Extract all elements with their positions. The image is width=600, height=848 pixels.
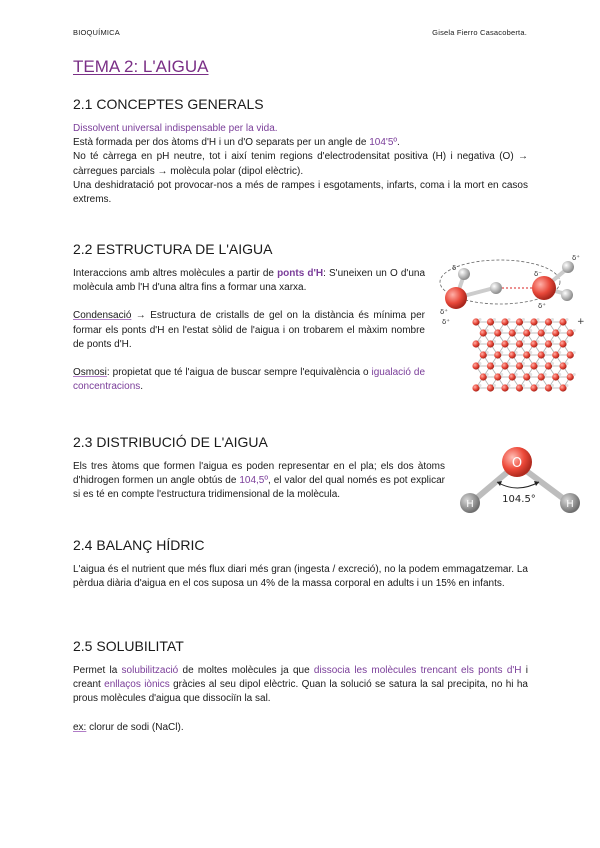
paragraph <box>73 721 528 735</box>
text: Permet la <box>73 665 122 676</box>
lattice-hydrogen <box>537 384 540 387</box>
lattice-hydrogen <box>522 318 525 321</box>
section-heading: 2.5 SOLUBILITAT <box>73 638 184 654</box>
lattice-hydrogen <box>479 384 482 387</box>
lattice-hydrogen <box>529 373 532 376</box>
lattice-hydrogen <box>566 318 569 321</box>
charge-label: δ⁺ <box>572 254 580 262</box>
lattice-hydrogen <box>479 362 482 365</box>
lattice-hydrogen <box>544 351 547 354</box>
lattice-hydrogen <box>500 373 503 376</box>
text: de moltes molècules ja que <box>178 665 314 676</box>
lattice-hydrogen <box>500 329 503 332</box>
lattice-hydrogen <box>515 351 518 354</box>
lattice-hydrogen <box>508 318 511 321</box>
text: i creant <box>73 665 529 691</box>
lattice-hydrogen <box>558 351 561 354</box>
hydrogen-atom <box>561 289 573 301</box>
highlight-text: enllaços iònics <box>104 679 170 691</box>
header-author: Gisela Fierro Casacoberta. <box>432 28 527 37</box>
lattice-hydrogen <box>529 351 532 354</box>
lattice-hydrogen <box>522 340 525 343</box>
text: , el valor del qual només es pot explicar si es té en compte l'estructura tridimensional de la molècula. <box>73 475 445 501</box>
lattice-hydrogen <box>486 373 489 376</box>
lattice-hydrogen <box>486 329 489 332</box>
paragraph <box>73 460 445 503</box>
lattice-hydrogen <box>479 340 482 343</box>
hydrogen-label: H <box>466 499 474 510</box>
angle-arc <box>497 482 539 488</box>
lattice-hydrogen <box>544 329 547 332</box>
header-subject: BIOQUÍMICA <box>73 28 121 37</box>
text: . <box>140 381 144 393</box>
lattice-hydrogen <box>493 340 496 343</box>
paragraph: L'aigua és el nutrient que més flux diari més gran (ingesta / excreció), no la podem emmagatzemar. La pèrdua diària d'aigua en el cos suposa un 4% de la massa corporal en adults i un 15% en infants. <box>73 564 528 590</box>
lattice-hydrogen <box>479 318 482 321</box>
oxygen-label: O <box>511 456 523 471</box>
lattice-hydrogen <box>515 329 518 332</box>
paragraph: Una deshidratació pot provocar-nos a més de rampes i esgotaments, infarts, coma i la mort en casos extrems. <box>73 179 528 206</box>
lattice-hydrogen <box>508 362 511 365</box>
section-heading: 2.2 ESTRUCTURA DE L'AIGUA <box>73 241 273 257</box>
lattice-hydrogen <box>493 318 496 321</box>
paragraph <box>73 136 528 150</box>
lattice-hydrogen <box>522 384 525 387</box>
lattice-hydrogen <box>508 384 511 387</box>
highlight-text: 104'5º <box>369 137 398 149</box>
term: ex: <box>73 721 87 733</box>
text: clorur de sodi (NaCl). <box>86 721 184 733</box>
lattice-hydrogen <box>558 373 561 376</box>
lattice-hydrogen <box>500 351 503 354</box>
section-solubility <box>73 638 528 735</box>
paragraph <box>73 309 425 352</box>
water-molecule-figure <box>455 442 585 520</box>
oxygen-atom <box>445 287 467 309</box>
term: Condensació <box>73 310 132 322</box>
text: : propietat que té l'aigua de buscar sempre l'equivalència o <box>106 367 372 379</box>
lattice-hydrogen <box>508 340 511 343</box>
text: Interaccions amb altres molècules a partir de <box>73 268 278 279</box>
paragraph <box>73 267 425 295</box>
highlight-text: solubilització <box>121 665 179 676</box>
lattice-hydrogen <box>573 373 576 376</box>
section-water-balance <box>73 537 528 591</box>
hydrogen-atom <box>562 261 574 273</box>
lattice-hydrogen <box>558 329 561 332</box>
lattice-hydrogen <box>566 384 569 387</box>
charge-label: + <box>577 317 585 327</box>
section-heading: 2.1 CONCEPTES GENERALS <box>73 96 264 112</box>
paragraph <box>73 122 528 136</box>
charge-label: δ⁺ <box>538 302 546 310</box>
term: Osmosi <box>73 367 107 379</box>
text: gràcies al seu dipol elèctric. Quan la solució se satura la sal precipita, no hi ha prous molècules d'aigua que dissociïn la sal. <box>73 679 528 705</box>
section-heading: 2.4 BALANÇ HÍDRIC <box>73 537 205 553</box>
highlight-text: igualació de concentracions <box>73 367 426 393</box>
text: . <box>397 137 400 149</box>
highlight-text: ponts d'H <box>277 268 324 279</box>
section-heading: 2.3 DISTRIBUCIÓ DE L'AIGUA <box>73 434 268 450</box>
lattice-hydrogen <box>493 384 496 387</box>
paragraph <box>73 664 528 707</box>
lattice-hydrogen <box>493 362 496 365</box>
angle-label: 104.5° <box>502 494 536 505</box>
lattice-hydrogen <box>537 318 540 321</box>
highlight-text: dissocia les molècules trencant els ponts d'H <box>313 665 522 676</box>
hydrogen-atom <box>490 282 502 294</box>
text: Els tres àtoms que formen l'aigua es poden representar en el pla; els dos àtoms d'hidrogen formen un angle obtús de <box>73 461 445 487</box>
lattice-hydrogen <box>537 362 540 365</box>
lattice-hydrogen <box>537 340 540 343</box>
lattice-hydrogen <box>551 318 554 321</box>
lattice-hydrogen <box>551 340 554 343</box>
lattice-hydrogen <box>544 373 547 376</box>
paragraph <box>73 366 425 394</box>
text: : S'uneixen un O d'una molècula amb l'H d'una altra fins a formar una xarxa. <box>73 268 426 294</box>
lattice-hydrogen <box>522 362 525 365</box>
lattice-hydrogen <box>551 362 554 365</box>
hydrogen-bond-figure <box>438 248 588 398</box>
ice-lattice <box>472 318 575 392</box>
lattice-hydrogen <box>573 329 576 332</box>
section-general-concepts <box>73 96 528 207</box>
charge-label: δ⁺ <box>442 318 450 326</box>
lattice-hydrogen <box>573 351 576 354</box>
lattice-hydrogen <box>515 373 518 376</box>
oxygen-atom <box>532 276 556 300</box>
lattice-hydrogen <box>566 340 569 343</box>
highlight-text: 104,5º <box>239 475 269 487</box>
charge-label: δ⁻ <box>534 270 542 278</box>
charge-label: δ⁻ <box>452 264 460 272</box>
text: Està formada per dos àtoms d'H i un d'O separats per un angle de <box>73 137 370 149</box>
hydrogen-label: H <box>566 499 574 510</box>
text: → Estructura de cristalls de gel on la distància és mínima per formar els ponts d'H en l'estat sòlid de l'aigua i on trobarem el màxim nombre de ponts d'H. <box>73 310 425 350</box>
lattice-hydrogen <box>486 351 489 354</box>
lattice-hydrogen <box>529 329 532 332</box>
highlight-text: Dissolvent universal indispensable per la vida. <box>73 123 278 134</box>
page-title: TEMA 2: L'AIGUA <box>73 57 209 76</box>
charge-label: δ⁺ <box>440 308 448 316</box>
lattice-hydrogen <box>551 384 554 387</box>
paragraph: No té càrrega en pH neutre, tot i així tenim regions d'electrodensitat positiva (H) i negativa (O) → càrregues parcials → molècula polar (dipol elèctric). <box>73 151 528 177</box>
lattice-hydrogen <box>566 362 569 365</box>
